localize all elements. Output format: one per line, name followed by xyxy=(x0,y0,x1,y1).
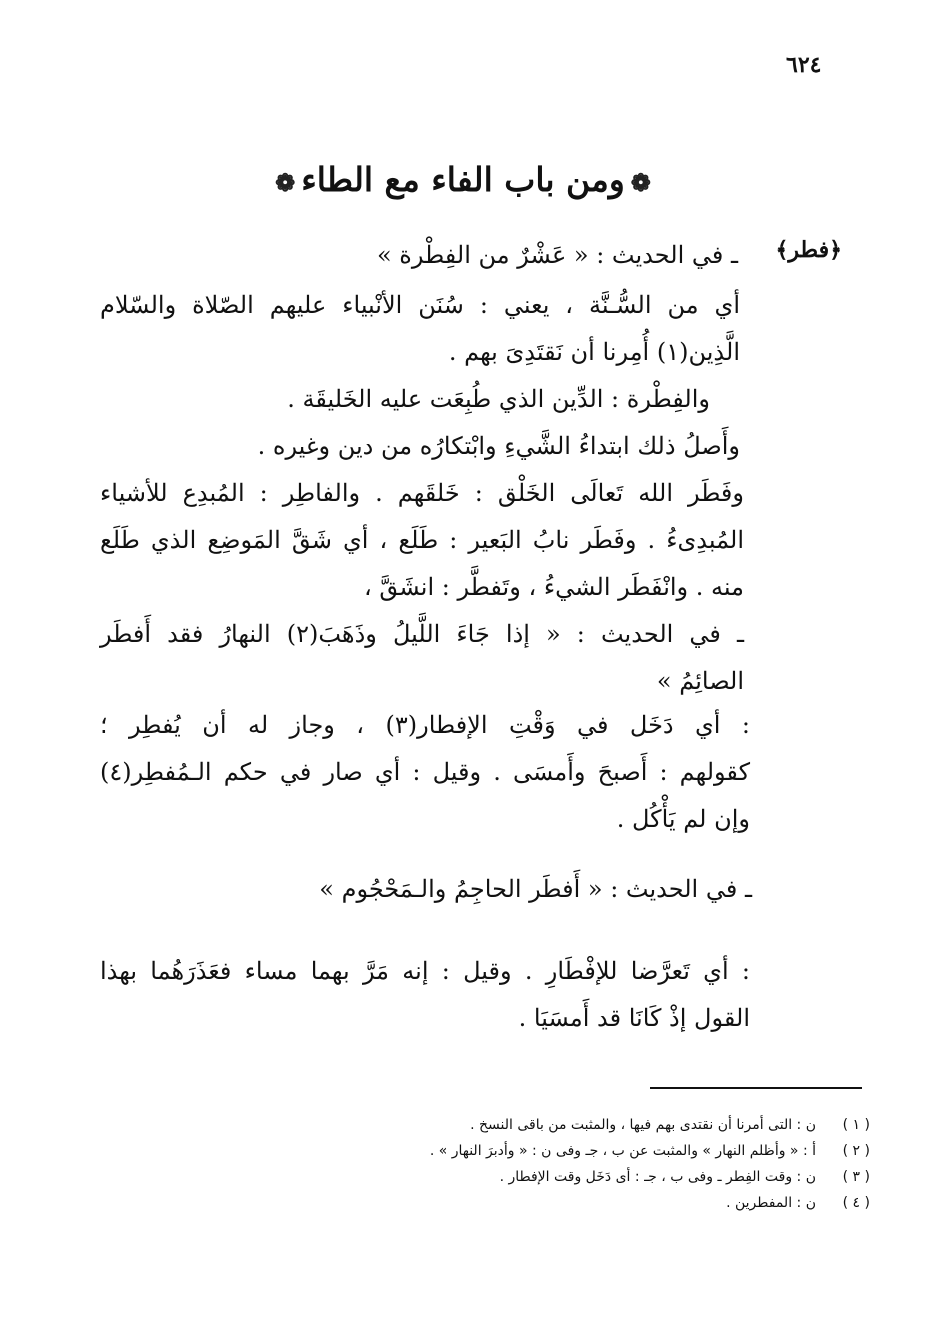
entry-paragraph-1 xyxy=(100,282,740,470)
footnote xyxy=(200,1112,870,1138)
footnote-text: أ : « وأظلم النهار » والمثبت عن ب ، جـ وفى ن : « وأدبرَ النهار » . xyxy=(429,1143,816,1159)
footnote xyxy=(200,1190,870,1216)
footnote-number: ( ٤ ) xyxy=(842,1195,870,1211)
root-word-marker: ﴿فطر﴾ xyxy=(775,237,842,263)
footnotes xyxy=(200,1112,870,1216)
text-line: : أي دَخَل في وَقْتِ الإفطار(٣) ، وجاز له أن يُفطِر ؛ xyxy=(100,711,750,739)
hadith-line: ـ في الحديث : « أَفطَر الحاجِمُ والـمَحْجُوم » xyxy=(319,875,752,903)
text-line: وإن لم يَأْكُل . xyxy=(616,805,750,833)
text-line: : أي تَعرَّضا للإفْطَارِ . وقيل : إنه مَرَّ بهما مساء فعَذَرَهُما بهذا xyxy=(100,957,750,985)
footnote-text: ن : وقت الفِطر ـ وفى ب ، جـ : أى دَخَل وقت الإفطار . xyxy=(499,1169,816,1185)
text-line: منه . وانْفَطَر الشيءُ ، وتَفطَّر : انشَقَّ ، xyxy=(363,573,744,601)
entry-paragraph-3 xyxy=(100,702,750,843)
text-line: وأَصلُ ذلك ابتداءُ الشَّيءِ وابْتكارُه من دين وغيره . xyxy=(257,432,740,460)
ornament-icon: ❁ xyxy=(275,168,296,197)
footnote-divider xyxy=(650,1087,862,1089)
text-line: أي من السُّـنَّة ، يعني : سُنَن الأنْبياء عليهم الصّلاة والسّلام xyxy=(100,291,740,319)
text-line: كقولهم : أَصبحَ وأَمسَى . وقيل : أي صار في حكم الـمُفطِر(٤) xyxy=(100,758,750,786)
hadith-line: ـ في الحديث : « عَشْرٌ من الفِطْرة » xyxy=(376,241,738,269)
text-line: الصائِمُ » xyxy=(656,667,744,695)
footnote xyxy=(200,1138,870,1164)
footnote-number: ( ٢ ) xyxy=(842,1143,870,1159)
footnote-text: ن : التى أمرنا أن نقتدى بهم فيها ، والمثبت من باقى النسخ . xyxy=(470,1117,816,1133)
footnote-number: ( ١ ) xyxy=(842,1117,870,1133)
entry-paragraph-2 xyxy=(100,470,744,705)
entry-paragraph-4 xyxy=(100,948,750,1042)
page-number: ٦٢٤ xyxy=(786,52,822,78)
text-line: والفِطْرة : الدِّين الذي طُبِعَت عليه الخَليقَة . xyxy=(287,385,710,413)
footnote-text: ن : المفطرين . xyxy=(726,1195,816,1211)
text-line: الَّذِين(١) أُمِرنا أن نَقتَدِىَ بهم . xyxy=(448,338,740,366)
footnote xyxy=(200,1164,870,1190)
text-line: المُبدِىءُ . وفَطَر نابُ البَعير : طَلَع ، أي شَقَّ المَوضِع الذي طَلَع xyxy=(100,526,744,554)
chapter-title-text: ومن باب الفاء مع الطاء xyxy=(301,160,625,199)
text-line: القول إذْ كَانَا قد أَمسَيَا . xyxy=(518,1004,750,1032)
ornament-icon: ❁ xyxy=(630,168,651,197)
text-line: وفَطَر الله تَعالَى الخَلْق : خَلقَهم . والفاطِر : المُبدِع للأشياء xyxy=(100,479,744,507)
footnote-number: ( ٣ ) xyxy=(842,1169,870,1185)
chapter-title xyxy=(0,150,926,213)
hadith-line: ـ في الحديث : « إذا جَاءَ اللَّيلُ وذَهَبَ(٢) النهارُ فقد أَفطَر xyxy=(100,620,744,648)
